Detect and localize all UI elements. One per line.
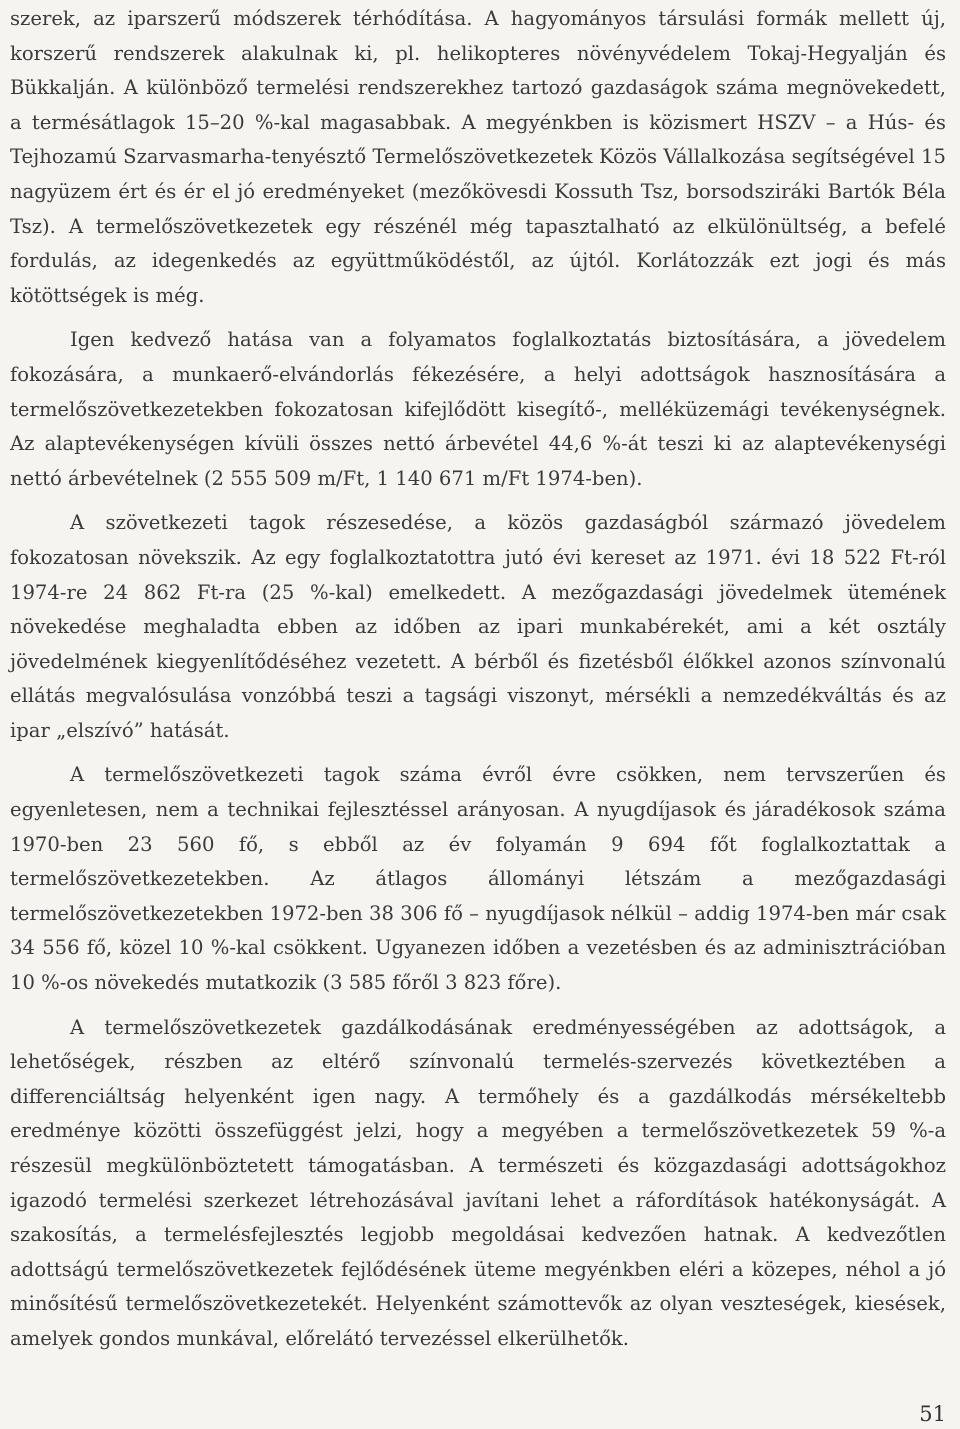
paragraph-gap <box>10 313 946 323</box>
page-number: 51 <box>919 1402 946 1426</box>
paragraph-gap <box>10 496 946 506</box>
paragraph-2: Igen kedvező hatása van a folyamatos foglalkoztatás biztosítására, a jövedelem fokozására, a munkaerő-elvándorlás fékezésére, a helyi adottságok hasznosítására a termelőszövetkezetekben fokozatosan kifejlődött kisegítő-, melléküzemági tevékenységnek. Az alaptevékenységen kívüli összes nettó árbevétel 44,6 %-át teszi ki az alaptevékenységi nettó árbevételnek (2 555 509 m/Ft, 1 140 671 m/Ft 1974-ben). <box>10 328 946 490</box>
paragraph-gap <box>10 1001 946 1011</box>
paragraph-gap <box>10 748 946 758</box>
paragraph-4: A termelőszövetkezeti tagok száma évről évre csökken, nem tervszerűen és egyenletesen, nem a technikai fejlesztéssel arányosan. A nyugdíjasok és járadékosok száma 1970-ben 23 560 fő, s ebből az év folyamán 9 694 főt foglalkoztattak a termelőszövetkezetekben. Az átlagos állományi létszám a mezőgazdasági termelőszövetkezetekben 1972-ben 38 306 fő – nyugdíjasok nélkül – addig 1974-ben már csak 34 556 fő, közel 10 %-kal csökkent. Ugyanezen időben a vezetésben és az adminisztrációban 10 %-os növekedés mutatkozik (3 585 főről 3 823 főre). <box>10 763 946 995</box>
paragraph-3: A szövetkezeti tagok részesedése, a közös gazdaságból származó jövedelem fokozatosan növekszik. Az egy foglalkoztatottra jutó évi kereset az 1971. évi 18 522 Ft-ról 1974-re 24 862 Ft-ra (25 %-kal) emelkedett. A mezőgazdasági jövedelmek ütemének növekedése meghaladta ebben az időben az ipari munkabérekét, ami a két osztály jövedelmének kiegyenlítődéséhez vezetett. A bérből és fizetésből élőkkel azonos színvonalú ellátás megvalósulása vonzóbbá teszi a tagsági viszonyt, mérsékli a nemzedékváltás és az ipar „elszívó” hatását. <box>10 511 946 742</box>
paragraph-5: A termelőszövetkezetek gazdálkodásának eredményességében az adottságok, a lehetőségek, részben az eltérő színvonalú termelés-szervezés következtében a differenciáltság helyenként igen nagy. A termőhely és a gazdálkodás mérsékeltebb eredménye közötti összefüggést jelzi, hogy a megyében a termelőszövetkezetek 59 %-a részesül megkülönböztetett támogatásban. A természeti és közgazdasági adottságokhoz igazodó termelési szerkezet létrehozásával javítani lehet a ráfordítások hatékonyságát. A szakosítás, a termelésfejlesztés legjobb megoldásai kedvezően hatnak. A kedvezőtlen adottságú termelőszövetkezetek fejlődésének üteme megyénkben eléri a közepes, néhol a jó minősítésű termelőszövetkezetekét. Helyenként számottevők az olyan veszteségek, kiesések, amelyek gondos munkával, előrelátó tervezéssel elkerülhetők. <box>10 1015 946 1350</box>
paragraph-1: szerek, az iparszerű módszerek térhódítása. A hagyományos társulási formák mellett új, korszerű rendszerek alakulnak ki, pl. helikopteres növényvédelem Tokaj-Hegyalján és Bükkalján. A különböző termelési rendszerekhez tartozó gazdaságok száma megnövekedett, a termésátlagok 15–20 %-kal magasabbak. A megyénkben is közismert HSZV – a Hús- és Tejhozamú Szarvasmarha-tenyésztő Termelőszövetkezetek Közös Vállalkozása segítségével 15 nagyüzem ért és ér el jó eredményeket (mezőkövesdi Kossuth Tsz, borsodsziráki Bartók Béla Tsz). A termelőszövetkezetek egy részénél még tapasztalható az elkülönültség, a befelé fordulás, az idegenkedés az együttműködéstől, az újtól. Korlátozzák ezt jogi és más kötöttségek is még. <box>10 7 946 307</box>
body-text <box>10 2 946 1357</box>
